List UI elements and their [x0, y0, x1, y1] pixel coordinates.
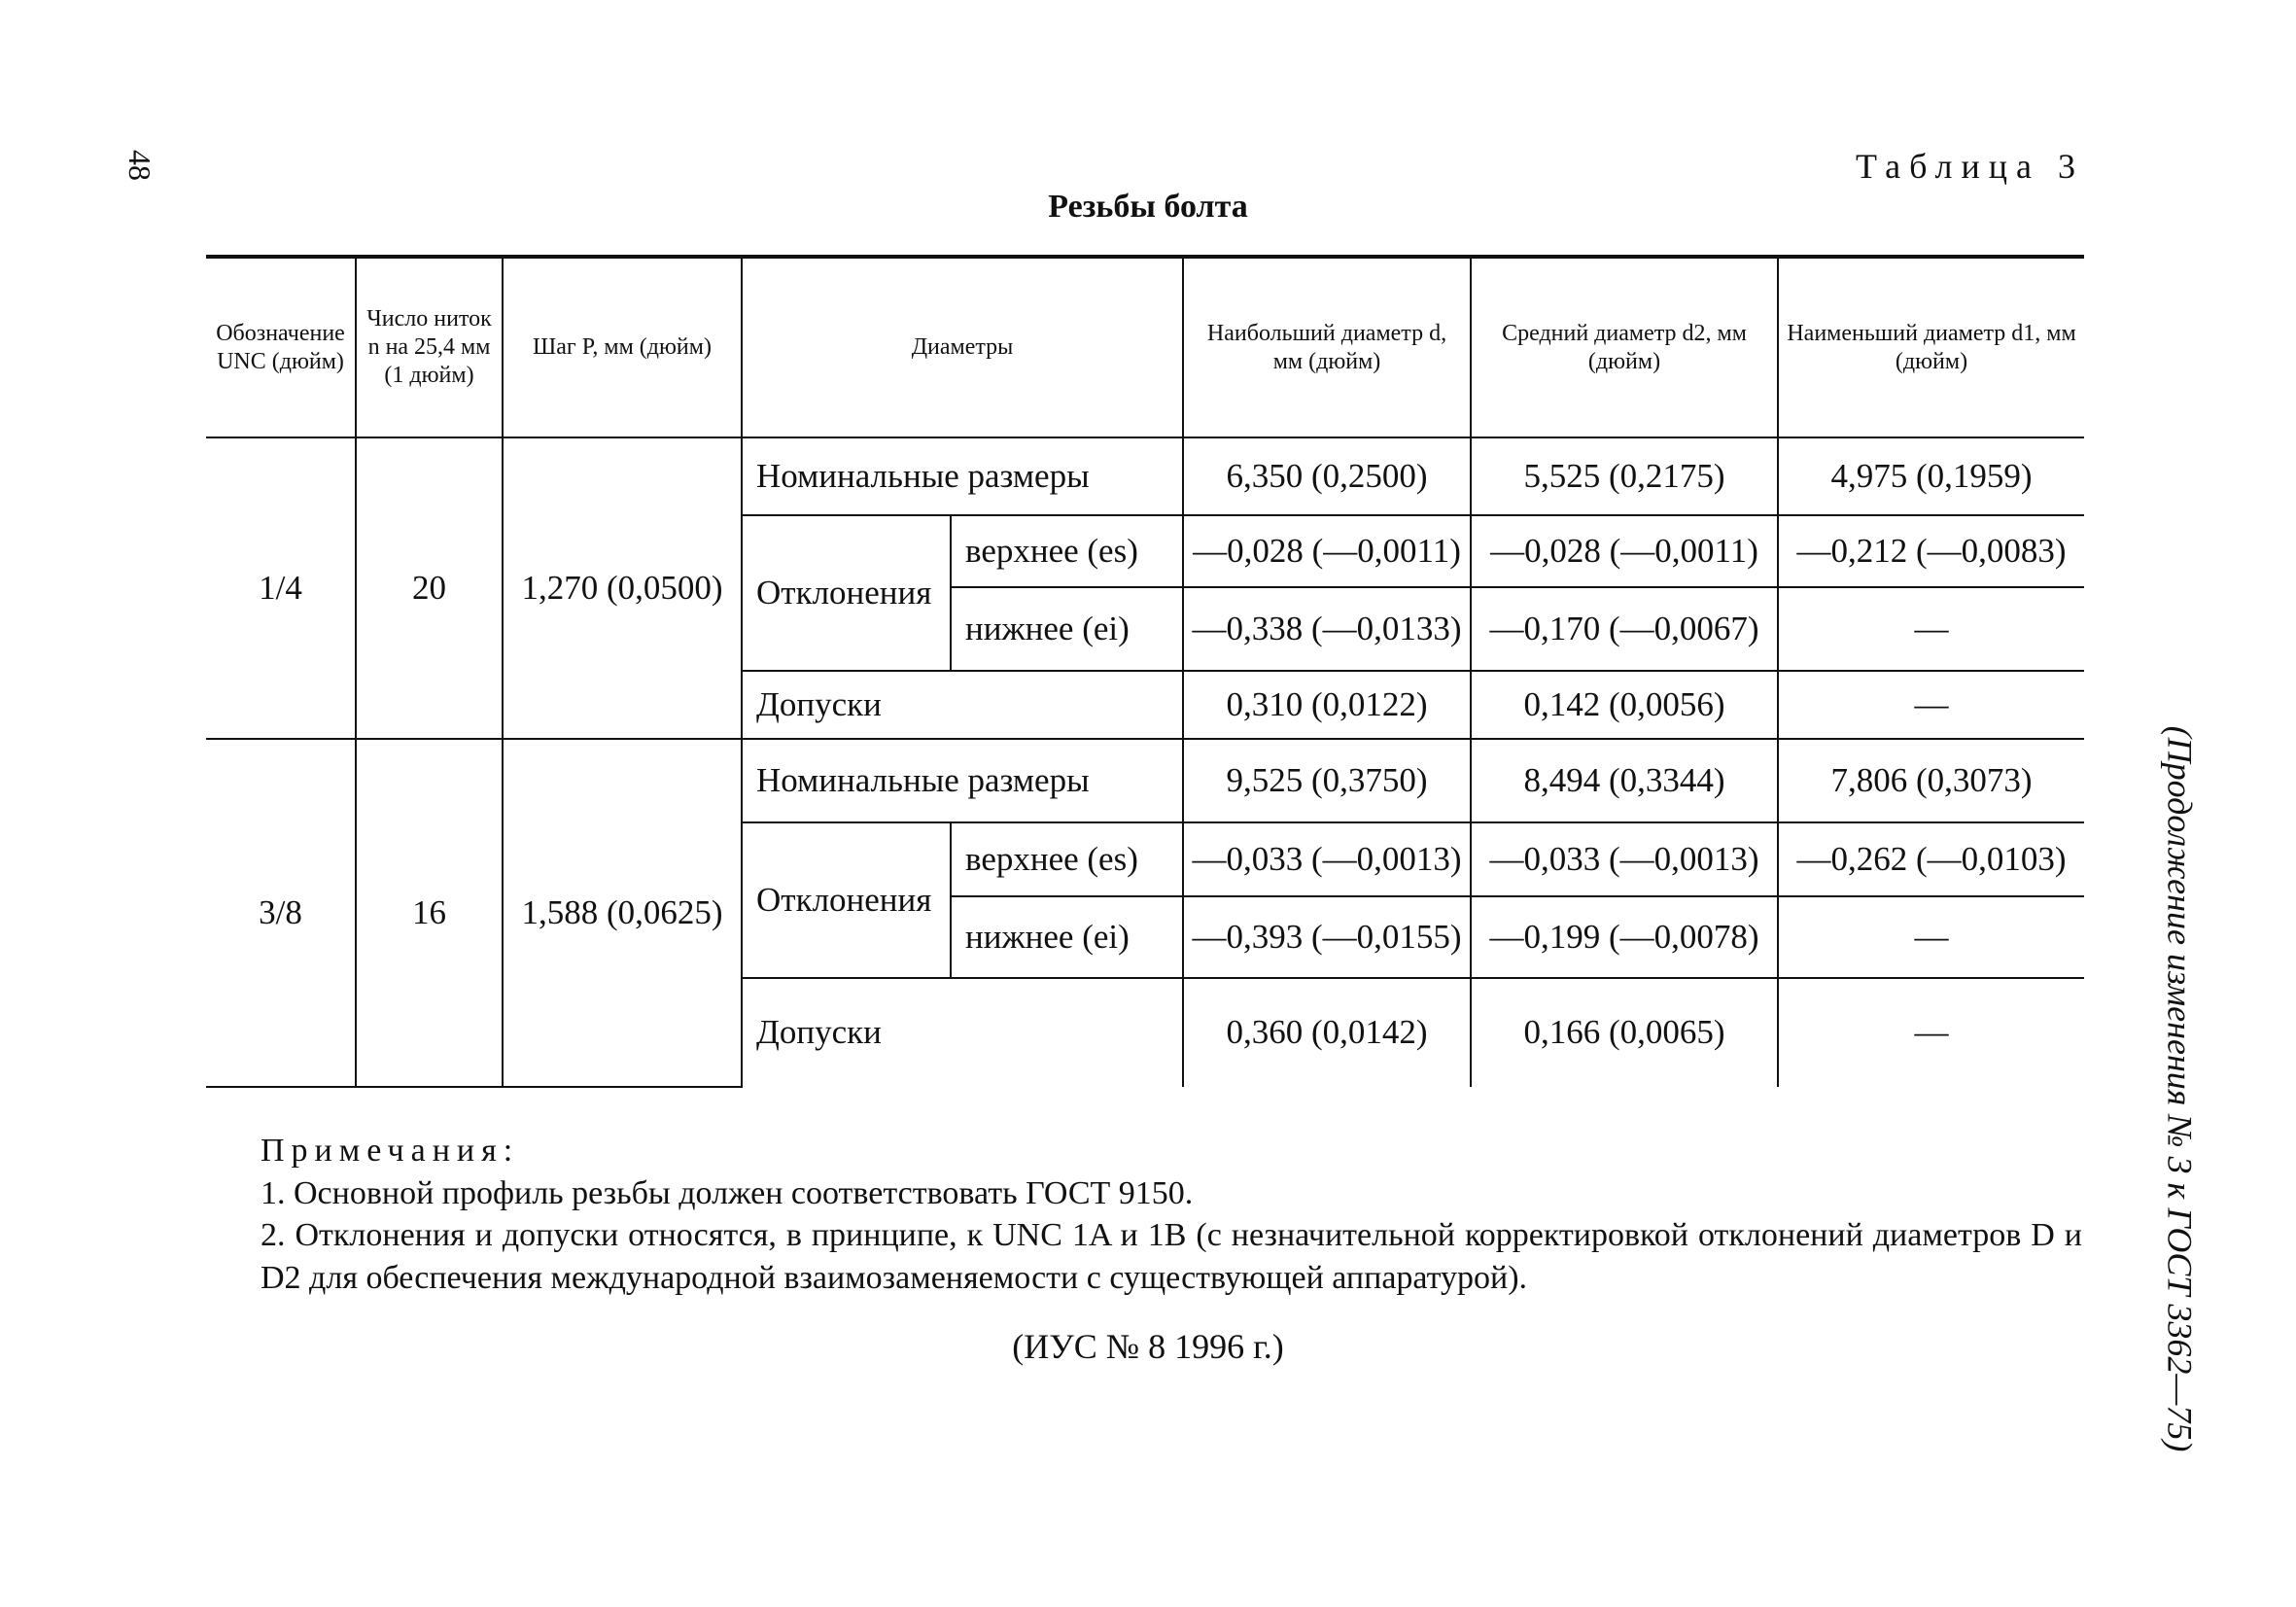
upper-label: верхнее (es)	[951, 822, 1183, 896]
pitch-cell: 1,270 (0,0500)	[503, 437, 742, 739]
header-pitch-diameter: Средний диаметр d2, мм (дюйм)	[1471, 257, 1778, 437]
header-threads-per-inch: Число ниток n на 25,4 мм (1 дюйм)	[356, 257, 503, 437]
nominal-label: Номинальные размеры	[742, 437, 1183, 515]
value-cell: —0,393 (—0,0155)	[1183, 896, 1471, 978]
tolerances-label: Допуски	[742, 978, 1183, 1087]
value-cell: 5,525 (0,2175)	[1471, 437, 1778, 515]
threads-table	[206, 255, 2084, 1088]
value-cell: —	[1778, 587, 2084, 671]
header-row	[206, 257, 2084, 437]
value-cell: —0,212 (—0,0083)	[1778, 515, 2084, 587]
source-reference: (ИУС № 8 1996 г.)	[1012, 1327, 1284, 1366]
value-cell: —	[1778, 896, 2084, 978]
pitch-cell: 1,588 (0,0625)	[503, 739, 742, 1087]
deviations-label: Отклонения	[742, 515, 951, 671]
header-pitch: Шаг P, мм (дюйм)	[503, 257, 742, 437]
value-cell: —0,262 (—0,0103)	[1778, 822, 2084, 896]
designation-cell: 1/4	[206, 437, 356, 739]
header-major-diameter: Наибольший диаметр d, мм (дюйм)	[1183, 257, 1471, 437]
value-cell: 0,142 (0,0056)	[1471, 671, 1778, 739]
table-row	[206, 739, 2084, 822]
notes-heading: Примечания:	[261, 1133, 520, 1169]
designation-cell: 3/8	[206, 739, 356, 1087]
value-cell: —0,033 (—0,0013)	[1471, 822, 1778, 896]
value-cell: —0,028 (—0,0011)	[1471, 515, 1778, 587]
table-label: Таблица 3	[1856, 147, 2084, 186]
side-note-text: (Продолжение изменения № 3 к ГОСТ 3362—75)	[2160, 725, 2200, 1452]
note-item: 2. Отклонения и допуски относятся, в принципе, к UNC 1A и 1B (с незначительной корректировкой отклонений диаметров D и D2 для обеспечения международной взаимозаменяемости с существующей аппаратурой).	[261, 1217, 2082, 1296]
value-cell: 8,494 (0,3344)	[1471, 739, 1778, 822]
deviations-label: Отклонения	[742, 822, 951, 978]
tolerances-label: Допуски	[742, 671, 1183, 739]
value-cell: 4,975 (0,1959)	[1778, 437, 2084, 515]
side-note	[2150, 690, 2209, 1487]
threads-cell: 16	[356, 739, 503, 1087]
value-cell: 7,806 (0,3073)	[1778, 739, 2084, 822]
threads-cell: 20	[356, 437, 503, 739]
value-cell: 0,360 (0,0142)	[1183, 978, 1471, 1087]
value-cell: 0,310 (0,0122)	[1183, 671, 1471, 739]
upper-label: верхнее (es)	[951, 515, 1183, 587]
value-cell: —0,199 (—0,0078)	[1471, 896, 1778, 978]
lower-label: нижнее (ei)	[951, 896, 1183, 978]
header-diameters: Диаметры	[742, 257, 1183, 437]
page-number: 48	[122, 150, 158, 181]
note-item: 1. Основной профиль резьбы должен соответствовать ГОСТ 9150.	[261, 1174, 1194, 1211]
value-cell: —	[1778, 671, 2084, 739]
value-cell: —0,170 (—0,0067)	[1471, 587, 1778, 671]
lower-label: нижнее (ei)	[951, 587, 1183, 671]
value-cell: 6,350 (0,2500)	[1183, 437, 1471, 515]
header-minor-diameter: Наименьший диаметр d1, мм (дюйм)	[1778, 257, 2084, 437]
header-designation: Обозначение UNC (дюйм)	[206, 257, 356, 437]
table-row	[206, 437, 2084, 515]
value-cell: 9,525 (0,3750)	[1183, 739, 1471, 822]
table-title: Резьбы болта	[1048, 189, 1248, 225]
value-cell: —0,338 (—0,0133)	[1183, 587, 1471, 671]
value-cell: —0,033 (—0,0013)	[1183, 822, 1471, 896]
value-cell: 0,166 (0,0065)	[1471, 978, 1778, 1087]
notes	[204, 1130, 2082, 1299]
nominal-label: Номинальные размеры	[742, 739, 1183, 822]
value-cell: —	[1778, 978, 2084, 1087]
value-cell: —0,028 (—0,0011)	[1183, 515, 1471, 587]
